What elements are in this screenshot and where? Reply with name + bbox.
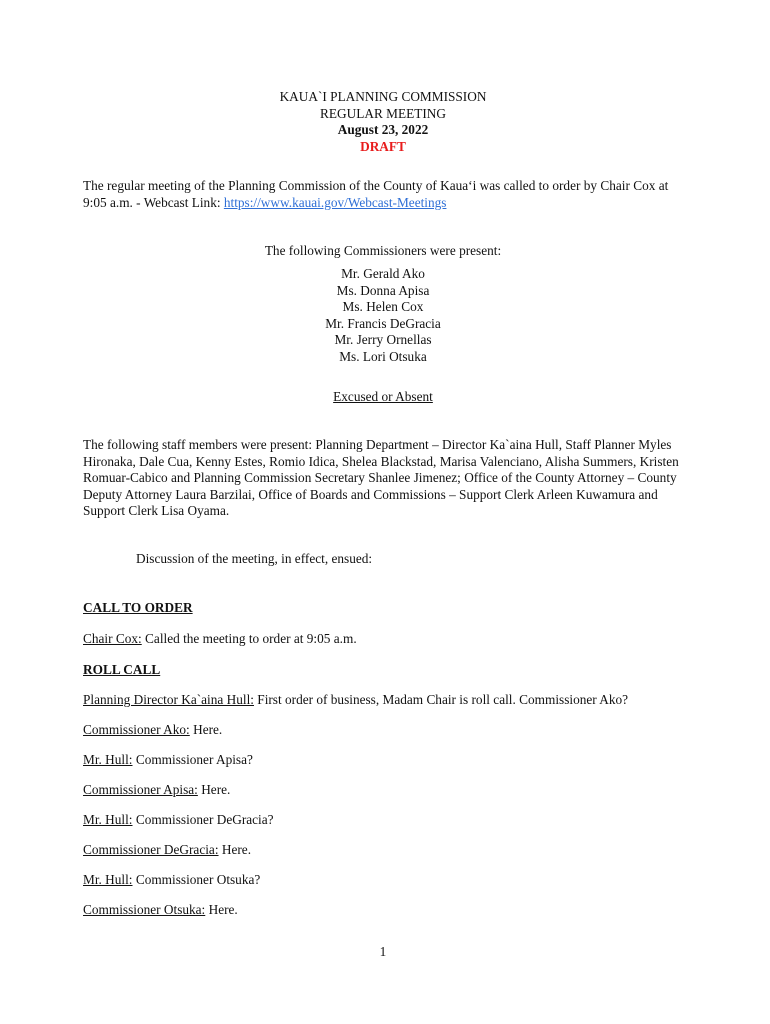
transcript-entry	[83, 782, 683, 799]
call-to-order-heading: CALL TO ORDER	[83, 600, 193, 615]
commissioner-item: Ms. Lori Otsuka	[339, 348, 427, 364]
speech-text: Here.	[205, 902, 238, 917]
staff-paragraph: The following staff members were present: Planning Department – Director Ka`aina Hull, Staff Planner Myles Hironaka, Dale Cua, Kenny Estes, Romio Idica, Shelea Blackstad, Marisa Valenciano, Alisha Summers, Kristen Romuar-Cabico and Planning Commission Secretary Shanlee Jimenez; Office of the County Attorney – County Deputy Attorney Laura Barzilai, Office of Boards and Commissions – Support Clerk Arleen Kuwamura and Support Clerk Lisa Oyama.	[83, 437, 679, 518]
discussion-line: Discussion of the meeting, in effect, ensued:	[136, 551, 373, 566]
commissioner-item: Mr. Jerry Ornellas	[334, 332, 432, 347]
commissioner-item: Mr. Gerald Ako	[341, 266, 425, 281]
speech-text: Called the meeting to order at 9:05 a.m.	[141, 631, 357, 646]
speaker-label: Mr. Hull:	[83, 872, 133, 887]
excused-label: Excused or Absent	[333, 389, 433, 404]
excused-heading	[83, 389, 683, 406]
commissioner-item: Ms. Helen Cox	[342, 299, 424, 314]
header-subtitle: REGULAR MEETING	[320, 105, 446, 121]
speech-text: Commissioner Apisa?	[132, 752, 253, 767]
transcript-entry	[83, 812, 683, 829]
speech-text: Commissioner Otsuka?	[132, 872, 261, 887]
transcript-entry	[83, 902, 683, 919]
document-header	[83, 89, 683, 155]
speaker-label: Commissioner Apisa:	[83, 782, 198, 797]
commissioner-item: Mr. Francis DeGracia	[325, 315, 441, 331]
intro-text: The regular meeting of the Planning Commission of the County of Kaua‘i was called to order by Chair Cox at 9:05 a.m. - Webcast Link:	[83, 178, 669, 210]
speech-text: Here.	[218, 842, 252, 857]
speech-text: Here.	[197, 782, 231, 797]
webcast-link[interactable]: https://www.kauai.gov/Webcast-Meetings	[223, 194, 447, 210]
transcript-entry	[83, 722, 683, 739]
commissioner-list	[83, 266, 683, 365]
header-title: KAUA`I PLANNING COMMISSION	[279, 89, 487, 104]
speech-text: Commissioner DeGracia?	[132, 812, 274, 827]
draft-label: DRAFT	[360, 138, 406, 154]
speaker-label: Planning Director Ka`aina Hull:	[83, 692, 254, 707]
roll-call-heading: ROLL CALL	[83, 662, 161, 677]
transcript-entry	[83, 752, 683, 769]
transcript-entry	[83, 842, 683, 859]
speaker-label: Mr. Hull:	[83, 812, 133, 827]
commissioner-item: Ms. Donna Apisa	[336, 282, 430, 298]
intro-paragraph	[83, 178, 683, 211]
transcript-entry	[83, 692, 683, 709]
speech-text: First order of business, Madam Chair is roll call. Commissioner Ako?	[253, 692, 629, 707]
speaker-label: Chair Cox:	[83, 631, 142, 646]
present-heading: The following Commissioners were present:	[264, 243, 502, 258]
speaker-label: Commissioner Ako:	[83, 722, 190, 737]
page-number: 1	[379, 944, 387, 959]
transcript-entry	[83, 872, 683, 889]
speaker-label: Commissioner Otsuka:	[83, 902, 206, 917]
header-date: August 23, 2022	[337, 122, 429, 137]
speaker-label: Commissioner DeGracia:	[83, 842, 219, 857]
call-to-order-entry	[83, 631, 683, 648]
speech-text: Here.	[189, 722, 223, 737]
speaker-label: Mr. Hull:	[83, 752, 133, 767]
